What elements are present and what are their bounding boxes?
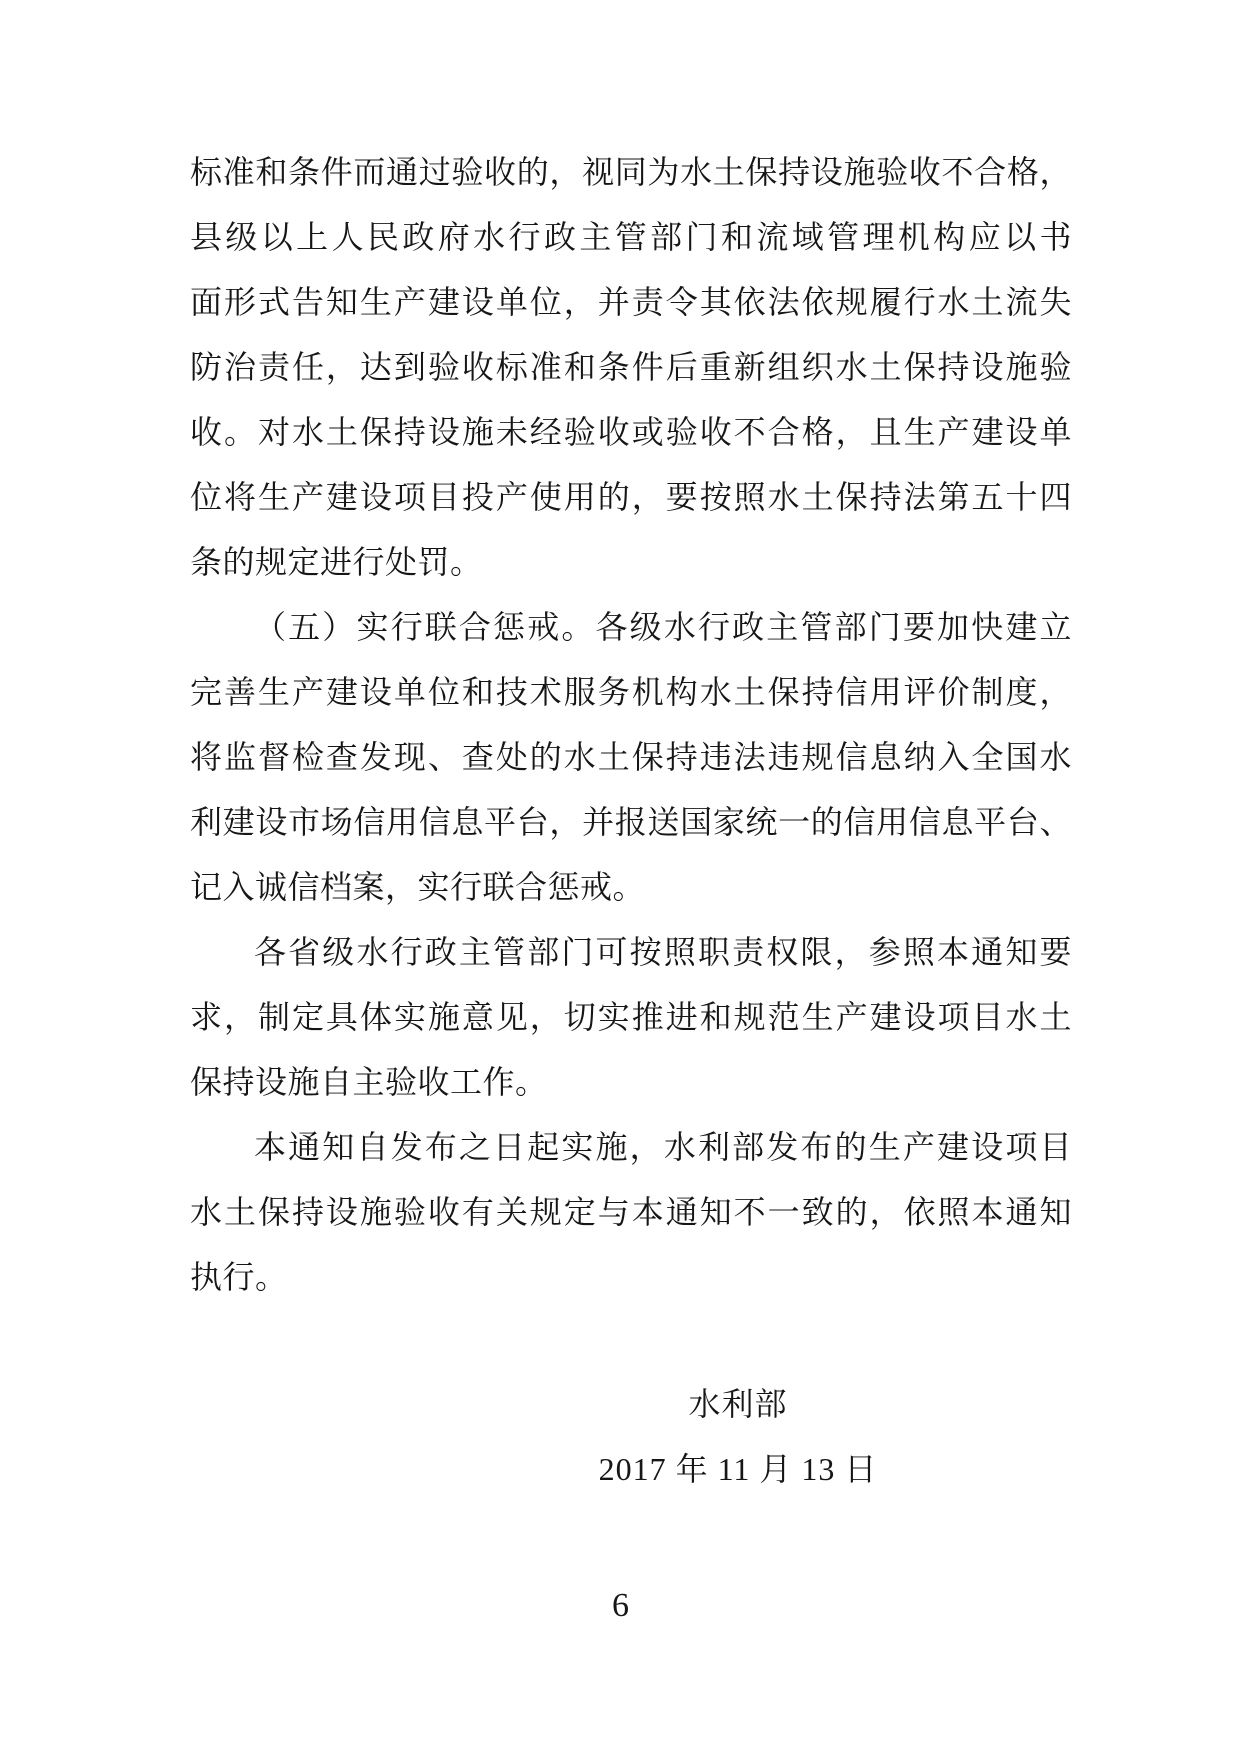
signature-block [538, 1372, 938, 1502]
text-line: 完善生产建设单位和技术服务机构水土保持信用评价制度， [190, 674, 1072, 710]
text-line: 位将生产建设项目投产使用的，要按照水土保持法第五十四 [190, 479, 1072, 515]
signature-date: 2017 年 11 月 13 日 [598, 1451, 878, 1487]
text-line: 保持设施自主验收工作。 [190, 1064, 548, 1100]
text-line: 面形式告知生产建设单位，并责令其依法依规履行水土流失 [190, 284, 1072, 320]
document-body [190, 140, 1072, 1310]
text-line: 条的规定进行处罚。 [190, 544, 483, 580]
text-line: 水土保持设施验收有关规定与本通知不一致的，依照本通知 [190, 1194, 1072, 1230]
text-line: 县级以上人民政府水行政主管部门和流域管理机构应以书 [190, 219, 1072, 255]
signature-organization: 水利部 [688, 1386, 788, 1422]
text-line: 防治责任，达到验收标准和条件后重新组织水土保持设施验 [190, 349, 1072, 385]
text-line: 收。对水土保持设施未经验收或验收不合格，且生产建设单 [190, 414, 1072, 450]
text-line: 执行。 [190, 1259, 288, 1295]
text-line: 记入诚信档案，实行联合惩戒。 [190, 869, 646, 905]
text-line: 标准和条件而通过验收的，视同为水土保持设施验收不合格， [190, 154, 1072, 190]
text-line: 各省级水行政主管部门可按照职责权限，参照本通知要 [254, 934, 1072, 970]
page-number: 6 [612, 1587, 629, 1624]
text-line: 将监督检查发现、查处的水土保持违法违规信息纳入全国水 [190, 739, 1072, 775]
page-footer [0, 1586, 1241, 1626]
text-line: 本通知自发布之日起实施，水利部发布的生产建设项目 [254, 1129, 1072, 1165]
text-line: 求，制定具体实施意见，切实推进和规范生产建设项目水土 [190, 999, 1072, 1035]
text-line: 利建设市场信用信息平台，并报送国家统一的信用信息平台、 [190, 804, 1072, 840]
text-line: （五）实行联合惩戒。各级水行政主管部门要加快建立 [254, 609, 1072, 645]
